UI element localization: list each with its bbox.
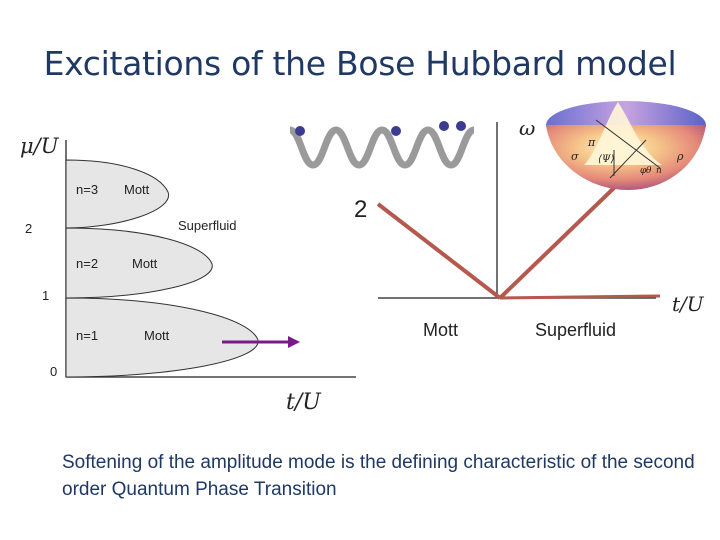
gap-label: 2 xyxy=(354,196,368,223)
y-tick-1: 1 xyxy=(42,288,50,303)
phase-x-axis-label: t/U xyxy=(286,390,321,415)
phase-y-axis-label: μ/U xyxy=(20,134,59,158)
dispersion-x-axis-label: t/U xyxy=(672,292,704,316)
hat-label-pi: π xyxy=(588,136,596,149)
hat-label-rho: ρ xyxy=(677,150,684,163)
superfluid-region-label: Superfluid xyxy=(535,320,617,340)
lobe-3-phase-label: Mott xyxy=(124,182,150,197)
hat-label-sigma: σ xyxy=(571,150,579,163)
hat-label-psi: ⟨Ψ⟩ xyxy=(598,154,615,165)
lobe-2-phase-label: Mott xyxy=(132,256,158,271)
lobe-3-n-label: n=3 xyxy=(76,182,99,197)
y-tick-0: 0 xyxy=(50,364,58,379)
slide-caption: Softening of the amplitude mode is the defining characteristic of the second order Quantum Phase Transition xyxy=(62,452,695,500)
dispersion-y-axis-label: ω xyxy=(519,116,536,140)
lobe-2-n-label: n=2 xyxy=(76,256,99,271)
y-tick-2: 2 xyxy=(25,221,33,236)
superfluid-label: Superfluid xyxy=(178,218,237,233)
hat-label-n: n xyxy=(656,166,662,176)
hat-label-phi: φ xyxy=(640,166,647,176)
mott-region-label: Mott xyxy=(423,320,459,340)
hat-label-theta: θ xyxy=(646,166,652,176)
lobe-1-phase-label: Mott xyxy=(144,328,170,343)
lobe-1-n-label: n=1 xyxy=(76,328,99,343)
slide-title: Excitations of the Bose Hubbard model xyxy=(43,44,677,83)
